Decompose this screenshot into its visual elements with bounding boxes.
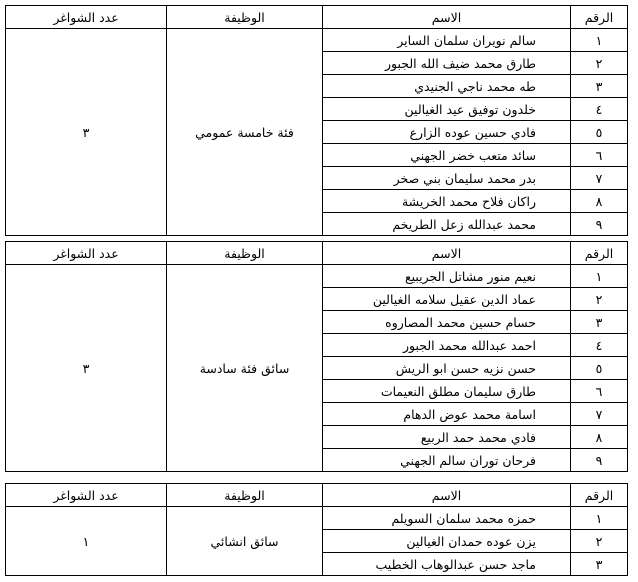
header-name: الاسم <box>323 6 571 29</box>
job-title-cell: سائق انشائي <box>167 507 323 576</box>
row-name: فرحان توران سالم الجهني <box>323 449 571 472</box>
row-name: ماجد حسن عبدالوهاب الخطيب <box>323 553 571 576</box>
row-name: حمزه محمد سلمان السويلم <box>323 507 571 530</box>
row-name: طه محمد ناجي الجنيدي <box>323 75 571 98</box>
table-header-row <box>6 242 628 265</box>
table-row <box>6 265 628 288</box>
row-number: ٢ <box>571 288 628 311</box>
vacancies-cell: ٣ <box>6 265 167 472</box>
header-job: الوظيفة <box>167 242 323 265</box>
row-name: اسامة محمد عوض الدهام <box>323 403 571 426</box>
row-name: راكان فلاح محمد الخريشة <box>323 190 571 213</box>
row-name: عماد الدين عقيل سلامه الغيالين <box>323 288 571 311</box>
job-title-cell: سائق فئة سادسة <box>167 265 323 472</box>
row-number: ١ <box>571 29 628 52</box>
table-row <box>6 507 628 530</box>
header-job: الوظيفة <box>167 484 323 507</box>
row-name: بدر محمد سليمان بني صخر <box>323 167 571 190</box>
row-name: خلدون توفيق عيد الغيالين <box>323 98 571 121</box>
row-number: ٣ <box>571 553 628 576</box>
row-number: ٩ <box>571 449 628 472</box>
header-number: الرقم <box>571 6 628 29</box>
header-vacancies: عدد الشواغر <box>6 6 167 29</box>
row-name: فادي محمد حمد الربيع <box>323 426 571 449</box>
row-number: ٨ <box>571 190 628 213</box>
row-number: ٩ <box>571 213 628 236</box>
table-header-row <box>6 484 628 507</box>
header-number: الرقم <box>571 242 628 265</box>
row-name: محمد عبدالله زعل الطريخم <box>323 213 571 236</box>
row-number: ٢ <box>571 530 628 553</box>
row-number: ١ <box>571 507 628 530</box>
row-name: سائد متعب خضر الجهني <box>323 144 571 167</box>
table-row <box>6 29 628 52</box>
row-number: ٧ <box>571 403 628 426</box>
row-name: طارق محمد ضيف الله الجبور <box>323 52 571 75</box>
row-number: ٧ <box>571 167 628 190</box>
vacancies-cell: ١ <box>6 507 167 576</box>
row-number: ٢ <box>571 52 628 75</box>
header-vacancies: عدد الشواغر <box>6 484 167 507</box>
section-table-2 <box>5 241 628 472</box>
row-name: نعيم منور مشاتل الجريبيع <box>323 265 571 288</box>
section-table-3 <box>5 483 628 576</box>
row-number: ٦ <box>571 380 628 403</box>
row-number: ٨ <box>571 426 628 449</box>
job-title-cell: فئة خامسة عمومي <box>167 29 323 236</box>
row-name: حسام حسين محمد المصاروه <box>323 311 571 334</box>
row-name: حسن نزيه حسن ابو الريش <box>323 357 571 380</box>
row-number: ٤ <box>571 334 628 357</box>
row-number: ٥ <box>571 121 628 144</box>
row-name: سالم نويران سلمان الساير <box>323 29 571 52</box>
header-number: الرقم <box>571 484 628 507</box>
section-table-1 <box>5 5 628 236</box>
vacancies-cell: ٣ <box>6 29 167 236</box>
row-number: ٣ <box>571 75 628 98</box>
header-name: الاسم <box>323 484 571 507</box>
row-name: فادي حسين عوده الزارع <box>323 121 571 144</box>
row-number: ٦ <box>571 144 628 167</box>
header-name: الاسم <box>323 242 571 265</box>
row-name: طارق سليمان مطلق النعيمات <box>323 380 571 403</box>
row-number: ٣ <box>571 311 628 334</box>
row-number: ١ <box>571 265 628 288</box>
row-number: ٤ <box>571 98 628 121</box>
row-name: يزن عوده حمدان الغيالين <box>323 530 571 553</box>
table-header-row <box>6 6 628 29</box>
row-name: احمد عبدالله محمد الجبور <box>323 334 571 357</box>
row-number: ٥ <box>571 357 628 380</box>
header-job: الوظيفة <box>167 6 323 29</box>
header-vacancies: عدد الشواغر <box>6 242 167 265</box>
